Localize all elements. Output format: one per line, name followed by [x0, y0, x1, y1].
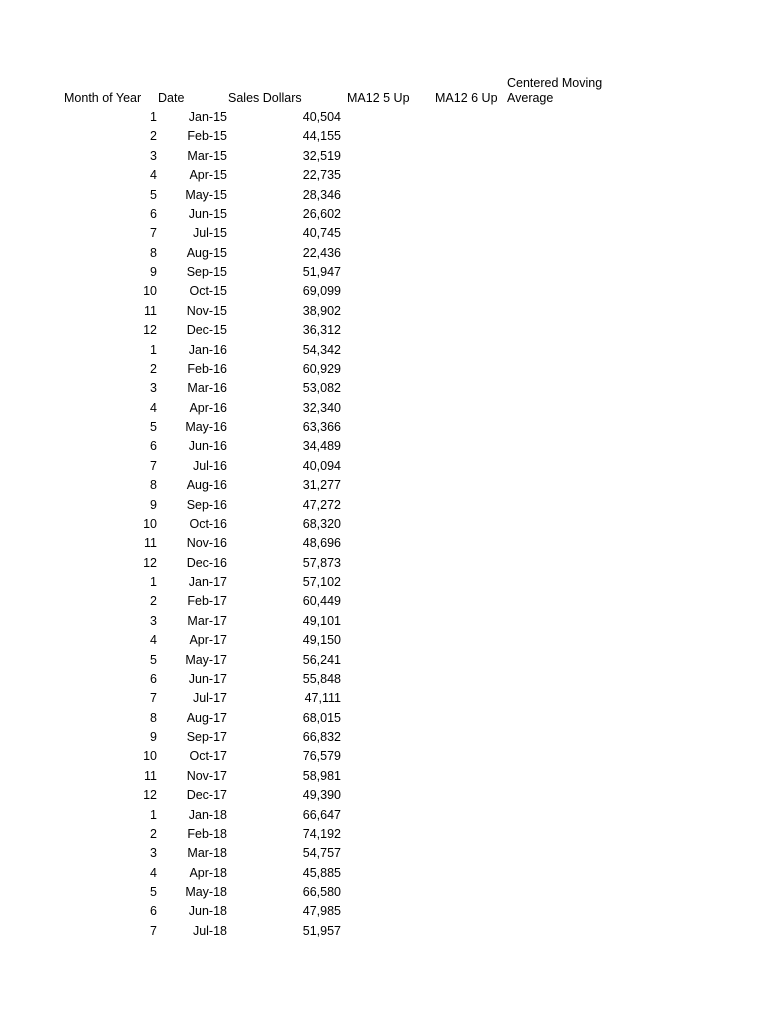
table-row [0, 554, 768, 573]
cell-sales-dollars: 54,757 [302, 846, 341, 861]
cell-date: Sep-17 [186, 730, 227, 744]
cell-sales-dollars: 60,929 [302, 361, 341, 376]
table-row [0, 592, 768, 611]
cell-date: Jan-16 [188, 342, 227, 357]
cell-sales-dollars: 47,272 [302, 497, 341, 512]
cell-month-of-year: 6 [150, 904, 157, 919]
cell-sales-dollars: 51,957 [302, 923, 341, 938]
cell-month-of-year: 7 [150, 226, 157, 241]
table-row [0, 224, 768, 243]
cell-sales-dollars: 45,885 [302, 865, 341, 880]
cell-date: Feb-15 [187, 129, 227, 144]
cell-date: Dec-17 [186, 788, 227, 803]
cell-sales-dollars: 49,390 [302, 788, 341, 803]
cell-sales-dollars: 36,312 [302, 323, 341, 338]
cell-month-of-year: 11 [144, 303, 157, 318]
cell-date: Oct-17 [189, 749, 227, 764]
cell-date: Jul-18 [192, 923, 227, 938]
cell-sales-dollars: 31,277 [302, 478, 341, 493]
cell-month-of-year: 8 [150, 245, 157, 260]
cell-date: Mar-16 [187, 381, 227, 396]
table-row [0, 651, 768, 670]
table-row [0, 186, 768, 205]
cell-month-of-year: 5 [150, 652, 157, 667]
table-row [0, 515, 768, 534]
cell-date: Nov-16 [186, 536, 227, 551]
cell-month-of-year: 10 [143, 284, 157, 299]
cell-sales-dollars: 49,101 [302, 613, 341, 628]
table-row [0, 747, 768, 766]
cell-date: Mar-15 [187, 148, 227, 163]
cell-sales-dollars: 54,342 [302, 342, 341, 357]
cell-sales-dollars: 34,489 [302, 439, 341, 454]
cell-sales-dollars: 60,449 [302, 594, 341, 609]
cell-month-of-year: 6 [150, 671, 157, 686]
cell-month-of-year: 2 [150, 361, 157, 376]
table-row [0, 844, 768, 863]
cell-month-of-year: 8 [150, 710, 157, 725]
cell-month-of-year: 12 [143, 555, 157, 570]
table-row [0, 709, 768, 728]
table-row [0, 631, 768, 650]
cell-date: Apr-17 [189, 633, 227, 648]
cell-date: Dec-16 [186, 555, 227, 570]
table-row [0, 496, 768, 515]
cell-month-of-year: 1 [150, 807, 157, 822]
table-row [0, 166, 768, 185]
cell-month-of-year: 5 [150, 420, 157, 434]
cell-date: Jul-16 [192, 458, 227, 473]
cell-date: Dec-15 [186, 323, 227, 338]
table-row [0, 689, 768, 708]
cell-date: Feb-17 [187, 594, 227, 609]
cell-date: Mar-18 [187, 846, 227, 861]
cell-month-of-year: 10 [143, 749, 157, 764]
cell-month-of-year: 11 [144, 768, 157, 783]
cell-sales-dollars: 68,015 [302, 710, 341, 725]
cell-month-of-year: 5 [150, 187, 157, 202]
cell-month-of-year: 6 [150, 206, 157, 221]
cell-date: Feb-18 [187, 826, 227, 841]
cell-sales-dollars: 55,848 [302, 671, 341, 686]
table-row [0, 205, 768, 224]
table-row [0, 922, 768, 941]
table-row [0, 302, 768, 321]
cell-sales-dollars: 68,320 [302, 516, 341, 531]
table-row [0, 883, 768, 902]
cell-date: May-16 [185, 420, 227, 434]
cell-month-of-year: 3 [150, 148, 157, 163]
header-centered-line-2: Average [507, 91, 554, 105]
cell-month-of-year: 3 [150, 613, 157, 628]
cell-sales-dollars: 57,102 [302, 575, 341, 589]
cell-sales-dollars: 40,504 [302, 110, 341, 124]
cell-month-of-year: 7 [150, 691, 157, 706]
header-month-of-year: Month of Year [64, 91, 142, 105]
cell-sales-dollars: 47,111 [304, 691, 341, 706]
cell-date: Aug-15 [186, 245, 227, 260]
table-row [0, 864, 768, 883]
cell-month-of-year: 8 [150, 478, 157, 493]
cell-sales-dollars: 66,832 [302, 730, 341, 744]
cell-month-of-year: 12 [143, 323, 157, 338]
cell-month-of-year: 3 [150, 381, 157, 396]
table-row [0, 147, 768, 166]
cell-sales-dollars: 26,602 [302, 206, 341, 221]
table-row [0, 360, 768, 379]
header-ma12-5-up: MA12 5 Up [347, 91, 410, 105]
table-row [0, 767, 768, 786]
cell-date: May-18 [185, 885, 227, 899]
cell-sales-dollars: 40,745 [302, 226, 341, 241]
cell-month-of-year: 2 [150, 594, 157, 609]
cell-sales-dollars: 47,985 [302, 904, 341, 919]
header-centered-moving-average [507, 76, 602, 106]
cell-sales-dollars: 69,099 [302, 284, 341, 299]
table-row [0, 321, 768, 340]
cell-date: Sep-16 [186, 497, 227, 512]
cell-date: Feb-16 [187, 361, 227, 376]
cell-month-of-year: 7 [150, 923, 157, 938]
table-row [0, 108, 768, 127]
table-row [0, 437, 768, 456]
cell-date: Nov-17 [186, 768, 227, 783]
table-row [0, 244, 768, 263]
cell-sales-dollars: 32,519 [302, 148, 341, 163]
cell-sales-dollars: 66,647 [302, 807, 341, 822]
cell-date: Oct-16 [189, 516, 227, 531]
data-rows [0, 108, 768, 941]
table-row [0, 573, 768, 592]
cell-month-of-year: 9 [150, 265, 157, 279]
cell-date: Mar-17 [187, 613, 227, 628]
cell-date: Apr-16 [189, 400, 227, 415]
cell-date: Jul-15 [192, 226, 227, 241]
table-row [0, 534, 768, 553]
cell-date: Jun-17 [188, 671, 227, 686]
cell-sales-dollars: 57,873 [302, 555, 341, 570]
cell-month-of-year: 4 [150, 633, 157, 648]
cell-date: Jan-15 [188, 110, 227, 124]
table-row [0, 902, 768, 921]
cell-month-of-year: 7 [150, 458, 157, 473]
cell-date: Jul-17 [192, 691, 227, 706]
table-row [0, 399, 768, 418]
header-date: Date [158, 91, 185, 105]
cell-month-of-year: 3 [150, 846, 157, 861]
cell-date: Apr-15 [189, 168, 227, 183]
cell-month-of-year: 9 [150, 497, 157, 512]
cell-sales-dollars: 22,436 [302, 245, 341, 260]
table-row [0, 728, 768, 747]
cell-date: Sep-15 [186, 265, 227, 279]
cell-sales-dollars: 63,366 [302, 420, 341, 434]
cell-month-of-year: 4 [150, 168, 157, 183]
table-row [0, 457, 768, 476]
cell-month-of-year: 1 [150, 575, 157, 589]
cell-sales-dollars: 48,696 [302, 536, 341, 551]
cell-sales-dollars: 44,155 [302, 129, 341, 144]
cell-month-of-year: 12 [143, 788, 157, 803]
table-row [0, 825, 768, 844]
cell-date: Jun-15 [188, 206, 227, 221]
table-row [0, 263, 768, 282]
cell-month-of-year: 5 [150, 885, 157, 899]
cell-month-of-year: 1 [150, 110, 157, 124]
cell-date: Jan-17 [188, 575, 227, 589]
cell-sales-dollars: 76,579 [302, 749, 341, 764]
cell-sales-dollars: 56,241 [302, 652, 341, 667]
cell-date: Aug-17 [186, 710, 227, 725]
table-row [0, 786, 768, 805]
cell-date: Aug-16 [186, 478, 227, 493]
table-row [0, 476, 768, 495]
cell-sales-dollars: 40,094 [302, 458, 341, 473]
table-row [0, 341, 768, 360]
cell-date: Jun-18 [188, 904, 227, 919]
header-ma12-6-up: MA12 6 Up [435, 91, 498, 105]
cell-date: Jun-16 [188, 439, 227, 454]
cell-sales-dollars: 74,192 [302, 826, 341, 841]
cell-month-of-year: 4 [150, 400, 157, 415]
cell-date: Nov-15 [186, 303, 227, 318]
cell-sales-dollars: 49,150 [302, 633, 341, 648]
header-sales-dollars: Sales Dollars [228, 91, 302, 105]
table-row [0, 127, 768, 146]
cell-month-of-year: 1 [150, 342, 157, 357]
cell-sales-dollars: 66,580 [302, 885, 341, 899]
cell-sales-dollars: 38,902 [302, 303, 341, 318]
cell-date: May-17 [185, 652, 227, 667]
table-row [0, 379, 768, 398]
cell-month-of-year: 4 [150, 865, 157, 880]
cell-sales-dollars: 58,981 [302, 768, 341, 783]
cell-date: May-15 [185, 187, 227, 202]
table-row [0, 670, 768, 689]
table-row [0, 612, 768, 631]
cell-sales-dollars: 32,340 [302, 400, 341, 415]
cell-month-of-year: 10 [143, 516, 157, 531]
table-row [0, 282, 768, 301]
table-row [0, 418, 768, 437]
cell-sales-dollars: 22,735 [302, 168, 341, 183]
table-row [0, 806, 768, 825]
cell-date: Oct-15 [189, 284, 227, 299]
cell-month-of-year: 2 [150, 826, 157, 841]
cell-date: Apr-18 [189, 865, 227, 880]
cell-month-of-year: 9 [150, 730, 157, 744]
cell-sales-dollars: 28,346 [302, 187, 341, 202]
cell-date: Jan-18 [188, 807, 227, 822]
header-centered-line-1: Centered Moving [507, 76, 603, 90]
cell-month-of-year: 6 [150, 439, 157, 454]
cell-month-of-year: 11 [144, 536, 157, 551]
cell-sales-dollars: 51,947 [302, 265, 341, 279]
cell-sales-dollars: 53,082 [302, 381, 341, 396]
cell-month-of-year: 2 [150, 129, 157, 144]
